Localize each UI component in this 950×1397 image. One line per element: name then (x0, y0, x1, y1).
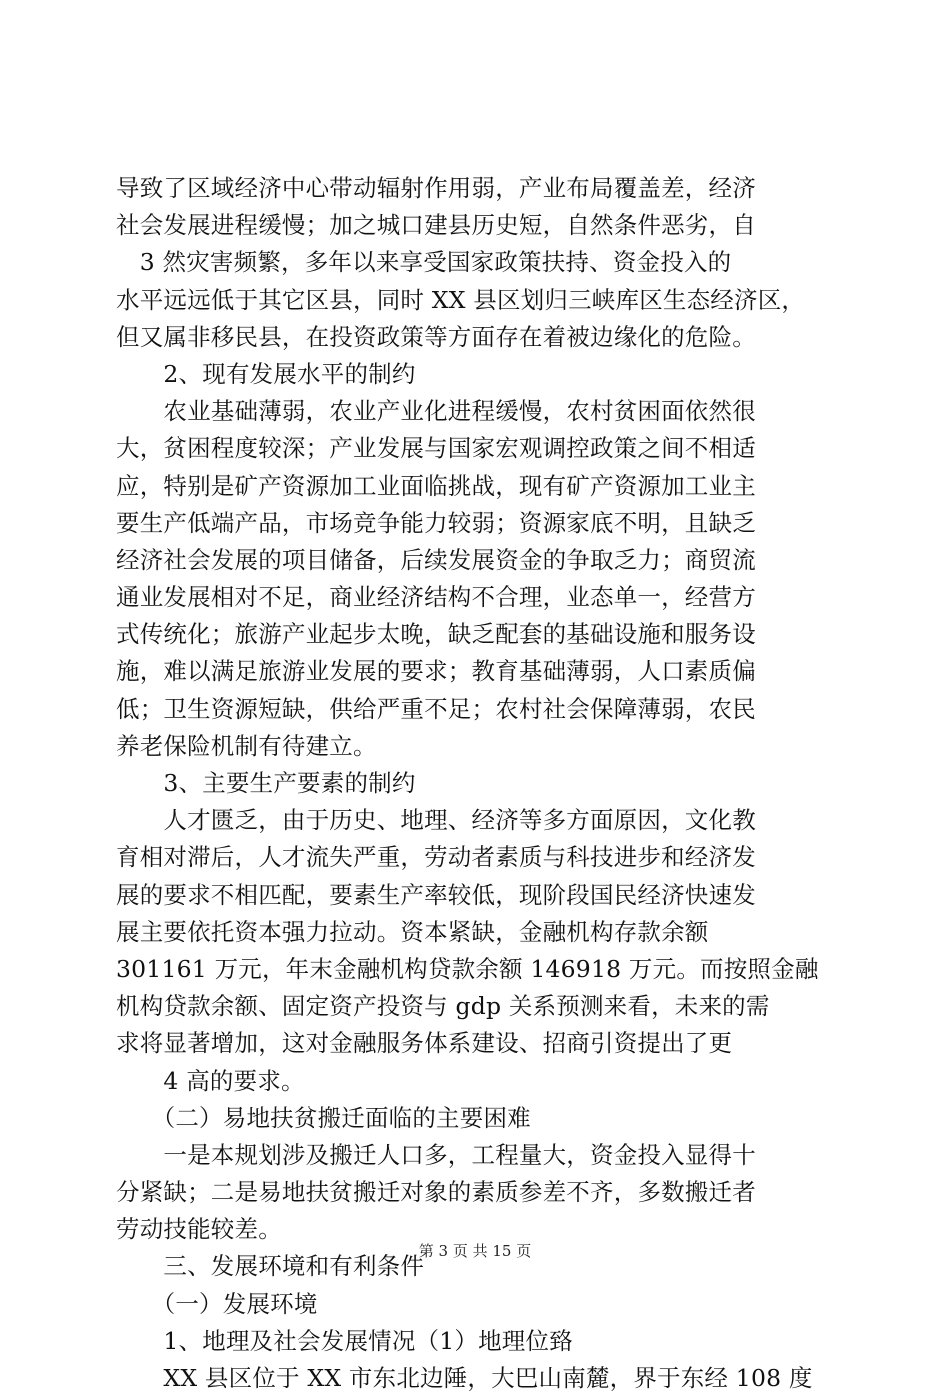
section-heading: 3、主要生产要素的制约 (116, 769, 416, 797)
text-line: 式传统化；旅游产业起步太晚，缺乏配套的基础设施和服务设 (116, 620, 756, 649)
text-line: 一是本规划涉及搬迁人口多，工程量大，资金投入显得十 (116, 1140, 756, 1169)
text-line: 施，难以满足旅游业发展的要求；教育基础薄弱，人口素质偏 (116, 657, 756, 686)
section-heading: （一）发展环境 (116, 1289, 318, 1318)
text-line: 大，贫困程度较深；产业发展与国家宏观调控政策之间不相适 (116, 434, 756, 463)
text-line: 通业发展相对不足，商业经济结构不合理，业态单一，经营方 (116, 583, 756, 612)
body-text (116, 170, 846, 1397)
text-line: 导致了区域经济中心带动辐射作用弱，产业布局覆盖差，经济 (116, 174, 756, 202)
text-line: 4 高的要求。 (116, 1066, 305, 1095)
section-heading: 1、地理及社会发展情况（1）地理位臵 (116, 1326, 573, 1355)
text-line: 应，特别是矿产资源加工业面临挑战，现有矿产资源加工业主 (116, 471, 756, 500)
text-line: 劳动技能较差。 (116, 1215, 282, 1244)
section-heading: 2、现有发展水平的制约 (116, 359, 416, 388)
section-heading: 三、发展环境和有利条件 (116, 1252, 425, 1281)
text-line: 水平远远低于其它区县，同时 XX 县区划归三峡库区生态经济区， (116, 285, 806, 314)
text-line: XX 县区位于 XX 市东北边陲，大巴山南麓，界于东经 108 度 (116, 1364, 813, 1392)
text-line: 301161 万元，年末金融机构贷款余额 146918 万元。而按照金融 (116, 954, 819, 983)
text-line: 但又属非移民县，在投资政策等方面存在着被边缘化的危险。 (116, 322, 756, 351)
text-line: 经济社会发展的项目储备，后续发展资金的争取乏力；商贸流 (116, 545, 756, 574)
text-line: 分紧缺；二是易地扶贫搬迁对象的素质参差不齐，多数搬迁者 (116, 1178, 756, 1207)
section-heading: （二）易地扶贫搬迁面临的主要困难 (116, 1103, 531, 1132)
text-line: 展主要依托资本强力拉动。资本紧缺，金融机构存款余额 (116, 917, 709, 946)
text-line: 3 然灾害频繁，多年以来享受国家政策扶持、资金投入的 (116, 248, 732, 277)
text-line: 低；卫生资源短缺，供给严重不足；农村社会保障薄弱，农民 (116, 694, 756, 723)
text-line: 社会发展进程缓慢；加之城口建县历史短，自然条件恶劣，自 (116, 211, 756, 240)
page-number-footer: 第 3 页 共 15 页 (418, 1242, 532, 1260)
text-line: 人才匮乏，由于历史、地理、经济等多方面原因，文化教 (116, 806, 756, 835)
text-line: 机构贷款余额、固定资产投资与 gdp 关系预测来看，未来的需 (116, 992, 770, 1021)
text-line: 农业基础薄弱，农业产业化进程缓慢，农村贫困面依然很 (116, 397, 756, 426)
text-line: 要生产低端产品，市场竞争能力较弱；资源家底不明，且缺乏 (116, 508, 756, 537)
text-line: 展的要求不相匹配，要素生产率较低，现阶段国民经济快速发 (116, 880, 756, 909)
text-line: 育相对滞后，人才流失严重，劳动者素质与科技进步和经济发 (116, 843, 756, 872)
text-line: 求将显著增加，这对金融服务体系建设、招商引资提出了更 (116, 1029, 733, 1058)
text-line: 养老保险机制有待建立。 (116, 731, 377, 760)
